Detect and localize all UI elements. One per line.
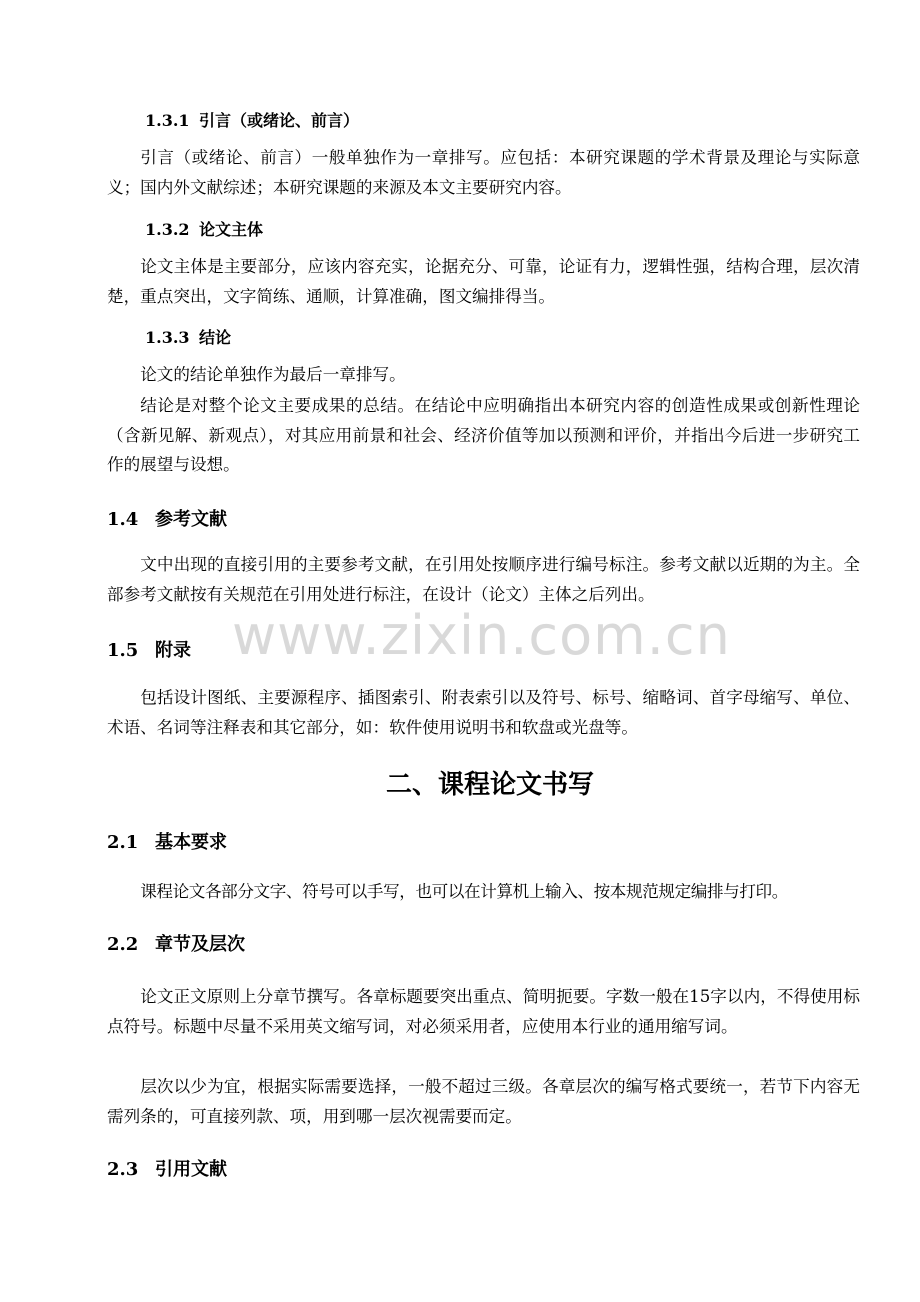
- section-heading-1-4: [107, 505, 227, 531]
- heading-number: 2.2: [107, 934, 139, 955]
- paragraph-chapters-1: 论文正文原则上分章节撰写。各章标题要突出重点、简明扼要。字数一般在15字以内，不得使用标点符号。标题中尽量不采用英文缩写词，对必须采用者，应使用本行业的通用缩写词。: [107, 987, 860, 1036]
- heading-title: 基本要求: [155, 832, 227, 853]
- heading-title: 附录: [155, 640, 191, 661]
- heading-title: 参考文献: [155, 509, 227, 530]
- heading-number: 2.1: [107, 832, 139, 853]
- heading-title: 结论: [199, 328, 232, 347]
- paragraph-conclusion-2: 结论是对整个论文主要成果的总结。在结论中应明确指出本研究内容的创造性成果或创新性理论（含新见解、新观点），对其应用前景和社会、经济价值等加以预测和评价，并指出今后进一步研究工作的展望与设想。: [107, 396, 860, 474]
- heading-title: 引用文献: [155, 1159, 227, 1180]
- heading-title: 引言（或绪论、前言）: [199, 111, 360, 130]
- heading-number: 1.4: [107, 509, 139, 530]
- heading-number: 1.3.3: [145, 328, 190, 347]
- watermark-text: www.zixin.com.cn: [232, 604, 731, 667]
- heading-number: 1.5: [107, 640, 139, 661]
- chapter-heading: 二、课程论文书写: [385, 770, 594, 800]
- paragraph-conclusion-1: 论文的结论单独作为最后一章排写。: [140, 365, 406, 384]
- subsection-heading-1-3-3: [145, 325, 231, 348]
- subsection-heading-1-3-2: [145, 217, 263, 240]
- heading-number: 1.3.1: [145, 111, 190, 130]
- heading-number: 1.3.2: [145, 220, 190, 239]
- paragraph-introduction: 引言（或绪论、前言）一般单独作为一章排写。应包括：本研究课题的学术背景及理论与实际意义；国内外文献综述；本研究课题的来源及本文主要研究内容。: [107, 148, 860, 197]
- section-heading-2-3: [107, 1155, 227, 1181]
- heading-title: 论文主体: [199, 220, 264, 239]
- heading-title: 章节及层次: [155, 934, 245, 955]
- paragraph-chapters-2: 层次以少为宜，根据实际需要选择，一般不超过三级。各章层次的编写格式要统一，若节下内容无需列条的，可直接列款、项，用到哪一层次视需要而定。: [107, 1077, 860, 1126]
- section-heading-2-2: [107, 930, 245, 956]
- paragraph-appendix: 包括设计图纸、主要源程序、插图索引、附表索引以及符号、标号、缩略词、首字母缩写、单位、术语、名词等注释表和其它部分，如：软件使用说明书和软盘或光盘等。: [107, 688, 860, 737]
- subsection-heading-1-3-1: [145, 108, 359, 131]
- section-heading-1-5: [107, 636, 191, 662]
- heading-number: 2.3: [107, 1159, 139, 1180]
- section-heading-2-1: [107, 828, 227, 854]
- paragraph-references: 文中出现的直接引用的主要参考文献，在引用处按顺序进行编号标注。参考文献以近期的为主。全部参考文献按有关规范在引用处进行标注，在设计（论文）主体之后列出。: [107, 555, 860, 604]
- paragraph-basic-requirements: 课程论文各部分文字、符号可以手写，也可以在计算机上输入、按本规范规定编排与打印。: [140, 882, 788, 901]
- paragraph-main-body: 论文主体是主要部分，应该内容充实，论据充分、可靠，论证有力，逻辑性强，结构合理，层次清楚，重点突出，文字简练、通顺，计算准确，图文编排得当。: [107, 257, 860, 306]
